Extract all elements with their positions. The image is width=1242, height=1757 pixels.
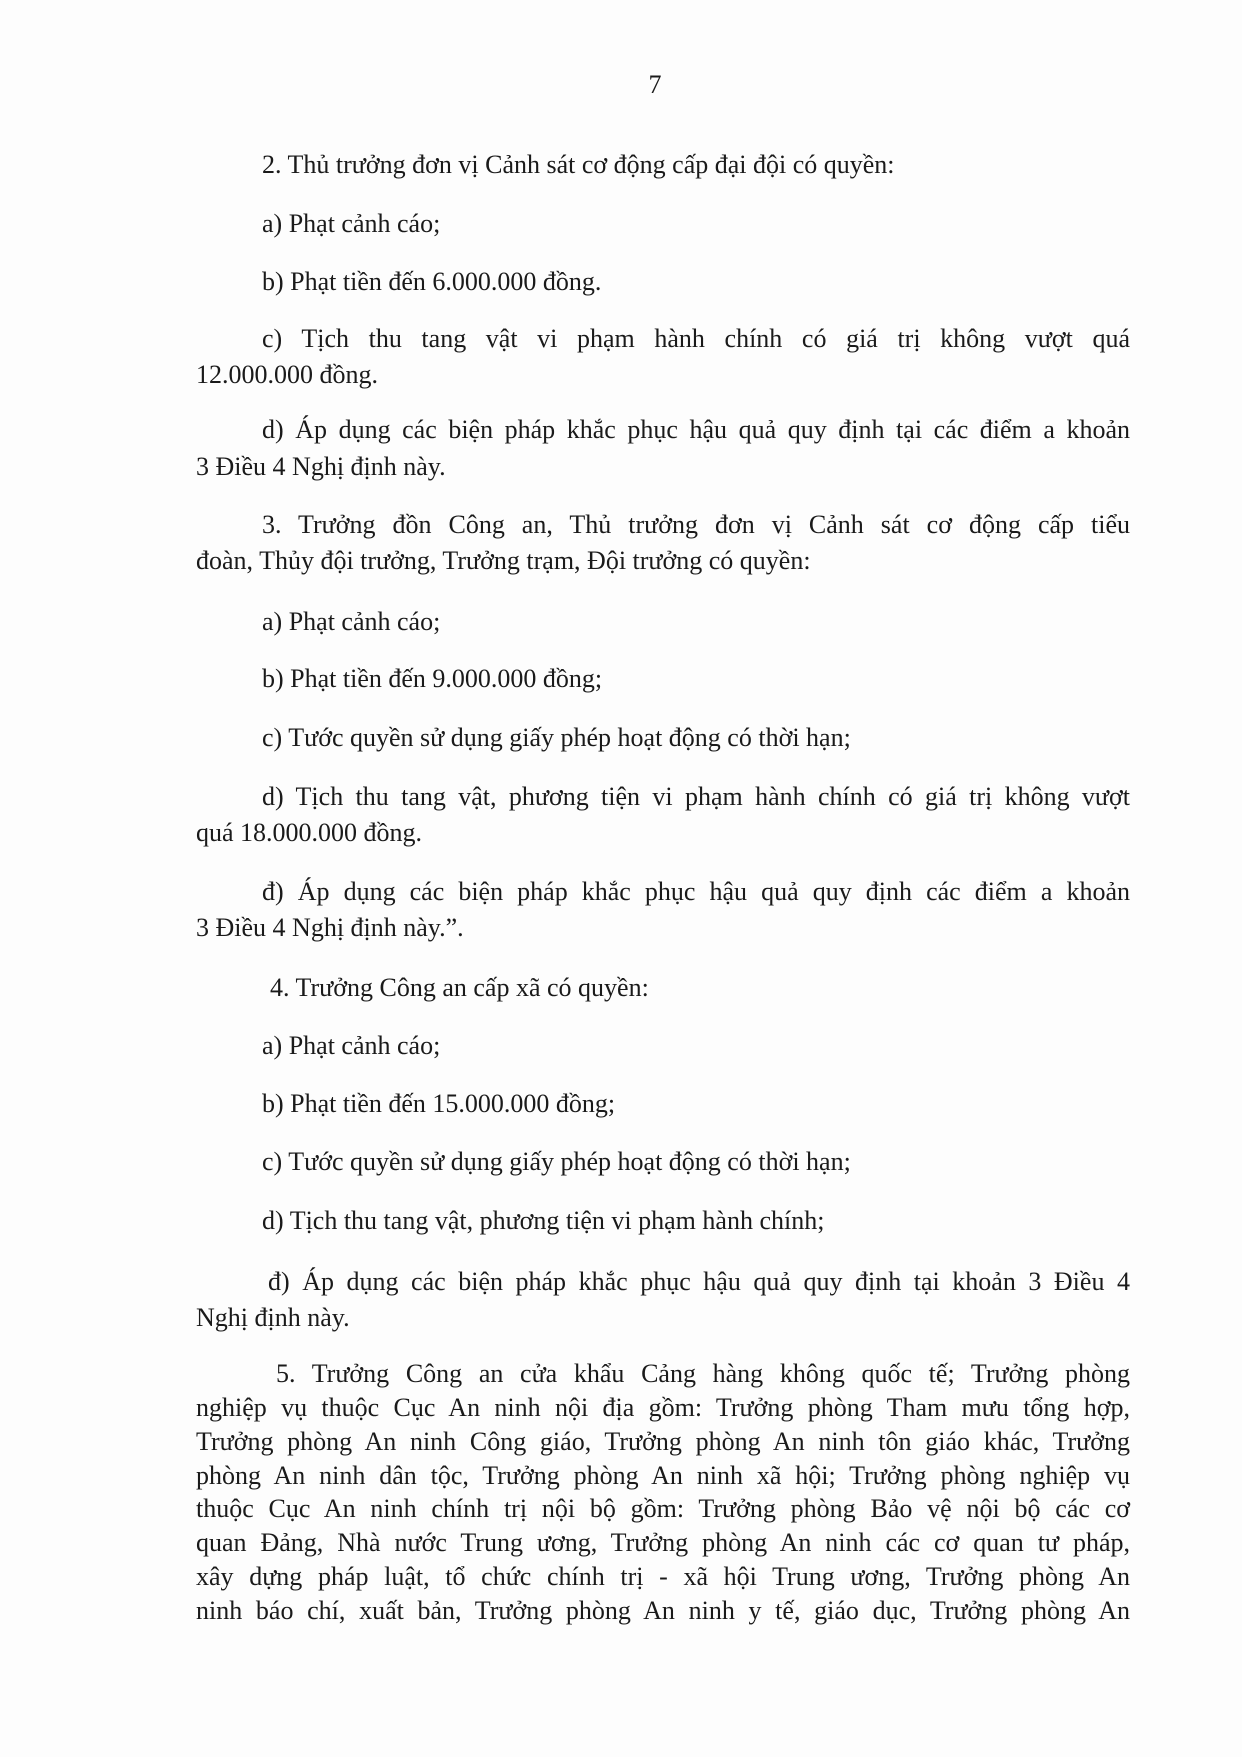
- item-3b: b) Phạt tiền đến 9.000.000 đồng;: [262, 664, 603, 693]
- item-4c: c) Tước quyền sử dụng giấy phép hoạt động có thời hạn;: [262, 1147, 851, 1176]
- item-3c: c) Tước quyền sử dụng giấy phép hoạt động có thời hạn;: [262, 723, 851, 752]
- paragraph-5-line8: ninh báo chí, xuất bản, Trưởng phòng An ninh y tế, giáo dục, Trưởng phòng An: [196, 1596, 1130, 1625]
- item-2c-line1: c) Tịch thu tang vật vi phạm hành chính có giá trị không vượt quá: [262, 324, 1130, 353]
- paragraph-5-line5: thuộc Cục An ninh chính trị nội bộ gồm: Trưởng phòng Bảo vệ nội bộ các cơ: [196, 1494, 1130, 1523]
- item-4a: a) Phạt cảnh cáo;: [262, 1031, 441, 1060]
- item-2a: a) Phạt cảnh cáo;: [262, 209, 441, 238]
- item-2d-line1: d) Áp dụng các biện pháp khắc phục hậu quả quy định tại các điểm a khoản: [262, 415, 1130, 444]
- item-4dd-line2: Nghị định này.: [196, 1303, 350, 1332]
- paragraph-5-line4: phòng An ninh dân tộc, Trưởng phòng An ninh xã hội; Trưởng phòng nghiệp vụ: [196, 1461, 1130, 1490]
- item-3dd-line2: 3 Điều 4 Nghị định này.”.: [196, 913, 464, 942]
- paragraph-2: 2. Thủ trưởng đơn vị Cảnh sát cơ động cấp đại đội có quyền:: [262, 150, 895, 179]
- item-2d-line2: 3 Điều 4 Nghị định này.: [196, 452, 446, 481]
- item-4dd-line1: đ) Áp dụng các biện pháp khắc phục hậu quả quy định tại khoản 3 Điều 4: [268, 1267, 1130, 1296]
- paragraph-4: 4. Trưởng Công an cấp xã có quyền:: [270, 973, 649, 1002]
- paragraph-5-line3: Trưởng phòng An ninh Công giáo, Trưởng phòng An ninh tôn giáo khác, Trưởng: [196, 1427, 1130, 1456]
- paragraph-5-line1: 5. Trưởng Công an cửa khẩu Cảng hàng không quốc tế; Trưởng phòng: [276, 1359, 1130, 1388]
- item-3d-line2: quá 18.000.000 đồng.: [196, 818, 423, 847]
- paragraph-5-line6: quan Đảng, Nhà nước Trung ương, Trưởng phòng An ninh các cơ quan tư pháp,: [196, 1528, 1130, 1557]
- page-number: 7: [648, 70, 662, 99]
- item-4d: d) Tịch thu tang vật, phương tiện vi phạm hành chính;: [262, 1206, 825, 1235]
- paragraph-3-line2: đoàn, Thủy đội trưởng, Trưởng trạm, Đội trưởng có quyền:: [196, 546, 811, 575]
- item-2c-line2: 12.000.000 đồng.: [196, 360, 378, 389]
- item-4b: b) Phạt tiền đến 15.000.000 đồng;: [262, 1089, 616, 1118]
- item-3dd-line1: đ) Áp dụng các biện pháp khắc phục hậu quả quy định các điểm a khoản: [262, 877, 1130, 906]
- item-3a: a) Phạt cảnh cáo;: [262, 607, 441, 636]
- item-3d-line1: d) Tịch thu tang vật, phương tiện vi phạm hành chính có giá trị không vượt: [262, 782, 1130, 811]
- paragraph-3-line1: 3. Trưởng đồn Công an, Thủ trưởng đơn vị Cảnh sát cơ động cấp tiểu: [262, 510, 1130, 539]
- item-2b: b) Phạt tiền đến 6.000.000 đồng.: [262, 267, 602, 296]
- paragraph-5-line7: xây dựng pháp luật, tổ chức chính trị - xã hội Trung ương, Trưởng phòng An: [196, 1562, 1130, 1591]
- paragraph-5-line2: nghiệp vụ thuộc Cục An ninh nội địa gồm: Trưởng phòng Tham mưu tổng hợp,: [196, 1393, 1130, 1422]
